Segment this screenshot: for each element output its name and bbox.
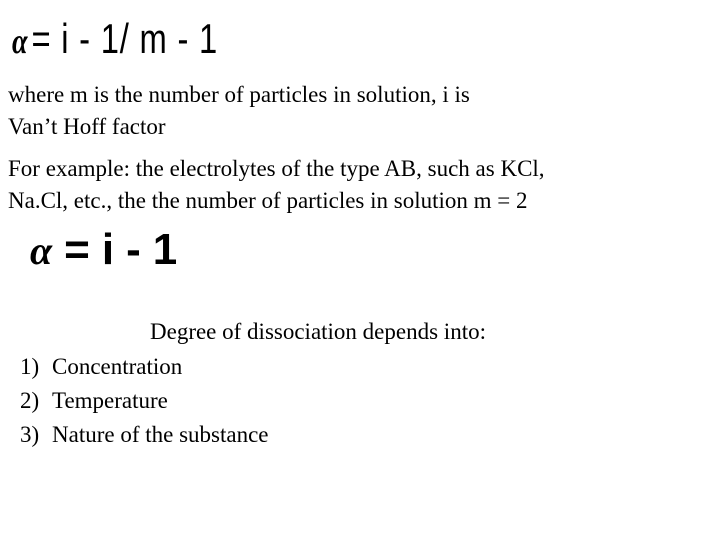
list-item-text: Temperature [52, 388, 168, 413]
list-item-number: 1) [20, 354, 40, 379]
list-item-number: 2) [20, 388, 40, 413]
example-line-1: For example: the electrolytes of the type AB, such as KCl, [8, 156, 545, 181]
list-item-number: 3) [20, 422, 40, 447]
formula-ab-electrolyte [30, 224, 189, 276]
example-paragraph [8, 153, 545, 217]
minus-sign: - [126, 225, 141, 274]
definition-line-1: where m is the number of particles in solution, i is [8, 82, 470, 107]
definition-paragraph [8, 79, 470, 143]
list-item [20, 350, 269, 384]
list-item [20, 384, 269, 418]
dependence-list [20, 350, 269, 452]
formula-degree-of-dissociation [12, 14, 218, 64]
alpha-symbol: α [30, 228, 53, 273]
variable-i: i [101, 225, 115, 274]
definition-line-2: Van’t Hoff factor [8, 114, 166, 139]
list-item-text: Nature of the substance [52, 422, 269, 447]
constant-one: 1 [152, 225, 178, 274]
alpha-symbol: α [12, 21, 29, 61]
formula-rhs: = i - 1/ m - 1 [31, 15, 219, 62]
example-line-2: Na.Cl, etc., the the number of particles in solution m = 2 [8, 188, 528, 213]
list-item [20, 418, 269, 452]
list-item-text: Concentration [52, 354, 183, 379]
dependence-heading: Degree of dissociation depends into: [150, 319, 486, 344]
equals-sign: = [64, 225, 90, 274]
